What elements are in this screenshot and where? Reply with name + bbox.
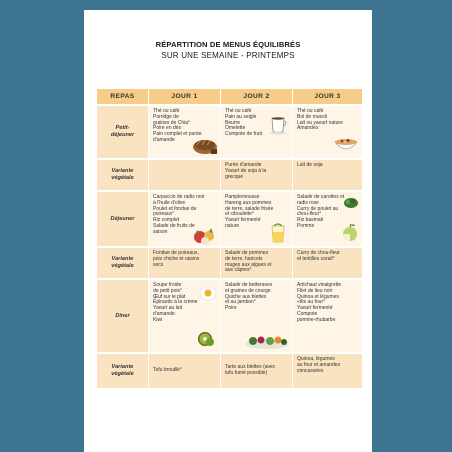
menu-text: Salade de pommes de terre, haricots rouges aux algues et aux câpres° <box>225 250 272 274</box>
table-cell <box>293 192 362 246</box>
table-cell <box>293 160 362 190</box>
row-label-line: végétale <box>111 175 134 181</box>
table-cell <box>149 192 220 246</box>
cereal-bowl-icon <box>333 134 359 154</box>
menu-text: Quinoa, légumes au four et amandes concassées <box>297 356 341 374</box>
kiwi-icon <box>196 330 216 348</box>
row-label-variante-vegetale <box>97 354 148 388</box>
table-cell <box>221 354 292 388</box>
salad-bowl-icon <box>343 195 359 209</box>
menu-table <box>97 89 359 401</box>
menu-text: Tofu brouillé° <box>153 367 182 374</box>
menu-text: Lait de soja <box>297 162 323 168</box>
row-label-dejeuner <box>97 192 148 246</box>
column-header-jour-3: JOUR 3 <box>293 89 362 104</box>
row-label-variante-vegetale <box>97 160 148 190</box>
table-cell <box>149 160 220 190</box>
egg-icon <box>199 284 217 302</box>
table-cell <box>149 248 220 278</box>
menu-sheet <box>84 10 372 452</box>
column-header-repas: REPAS <box>97 89 148 104</box>
menu-text: Pamplemousse Hareng aux pommes de terre, salade frisée et ciboulette° Yaourt fermenté nature <box>225 194 274 229</box>
row-label-line: végétale <box>111 263 134 269</box>
table-cell <box>221 106 292 158</box>
row-label-petit-dejeuner <box>97 106 148 158</box>
menu-text: Carpaccio de radis noir à l'huile d'olive Poulet et fondue de poireaux° Riz complet Salade de fruits de saison <box>153 194 205 235</box>
menu-text: Tarte aux blettes (avec tofu fumé possible) <box>225 364 276 376</box>
column-header-jour-2: JOUR 2 <box>221 89 292 104</box>
table-cell <box>149 280 220 352</box>
table-cell <box>149 354 220 388</box>
column-header-jour-1: JOUR 1 <box>149 89 220 104</box>
table-cell <box>293 354 362 388</box>
menu-text: Purée d'amande Yaourt de soja à la grecque <box>225 162 267 180</box>
menu-text: Thé ou café Porridge de graines de Chia° Poire en dés Pain complet et purée d'amande <box>153 108 202 143</box>
page-subtitle: SUR UNE SEMAINE - PRINTEMPS <box>161 51 295 60</box>
table-cell <box>221 280 292 352</box>
table-cell <box>221 248 292 278</box>
bread-icon <box>191 136 219 156</box>
menu-text: Fondue de poireaux, pois chiche et raisins secs <box>153 250 200 268</box>
page-title: RÉPARTITION DE MENUS ÉQUILIBRÉS <box>155 40 301 49</box>
vegetable-salad-icon <box>243 332 291 350</box>
row-label-line: Déjeuner <box>110 215 135 222</box>
menu-text: Curry de chou-fleur et lentilles corail° <box>297 250 340 262</box>
menu-text: Salade de carottes et radis rose Curry de poulet au chou-fleur° Riz basmati Pomme <box>297 194 345 229</box>
row-label-variante-vegetale <box>97 248 148 278</box>
radish-salad-icon <box>191 224 219 246</box>
row-label-line: déjeuner <box>110 132 135 138</box>
table-cell <box>221 160 292 190</box>
row-label-diner <box>97 280 148 352</box>
menu-text: Salade de betteraves et graines de courge Quiche aux blettes et au jambon° Poire <box>225 282 273 312</box>
row-label-line: Variante <box>111 256 134 262</box>
menu-text: Soupe froide de petit pois° Œuf sur le plat Épinards à la crème Yaourt au lait d'amande Kiwi <box>153 282 198 323</box>
coffee-cup-icon <box>269 114 289 136</box>
table-cell <box>293 280 362 352</box>
row-label-line: Variante <box>111 168 134 174</box>
row-label-line: Variante <box>111 364 134 370</box>
row-label-line: Petit- <box>115 125 130 131</box>
menu-text: Artichaut vinaigrette Filet de lieu noir Quinoa et légumes «tits au four° Yaourt fermenté Compote pomme-rhubarbe <box>297 282 342 323</box>
apple-icon <box>341 222 359 242</box>
menu-text: Thé ou café Bol de muesli Lait ou yaourt nature Amandes <box>297 108 343 132</box>
yogurt-glass-icon <box>269 222 287 244</box>
table-cell <box>149 106 220 158</box>
row-label-line: végétale <box>111 371 134 377</box>
table-cell <box>221 192 292 246</box>
menu-text: Thé ou café Pain au seigle Beurre Omelette Compote de fruit <box>225 108 262 138</box>
table-cell <box>293 106 362 158</box>
row-label-line: Dîner <box>115 312 130 319</box>
table-cell <box>293 248 362 278</box>
